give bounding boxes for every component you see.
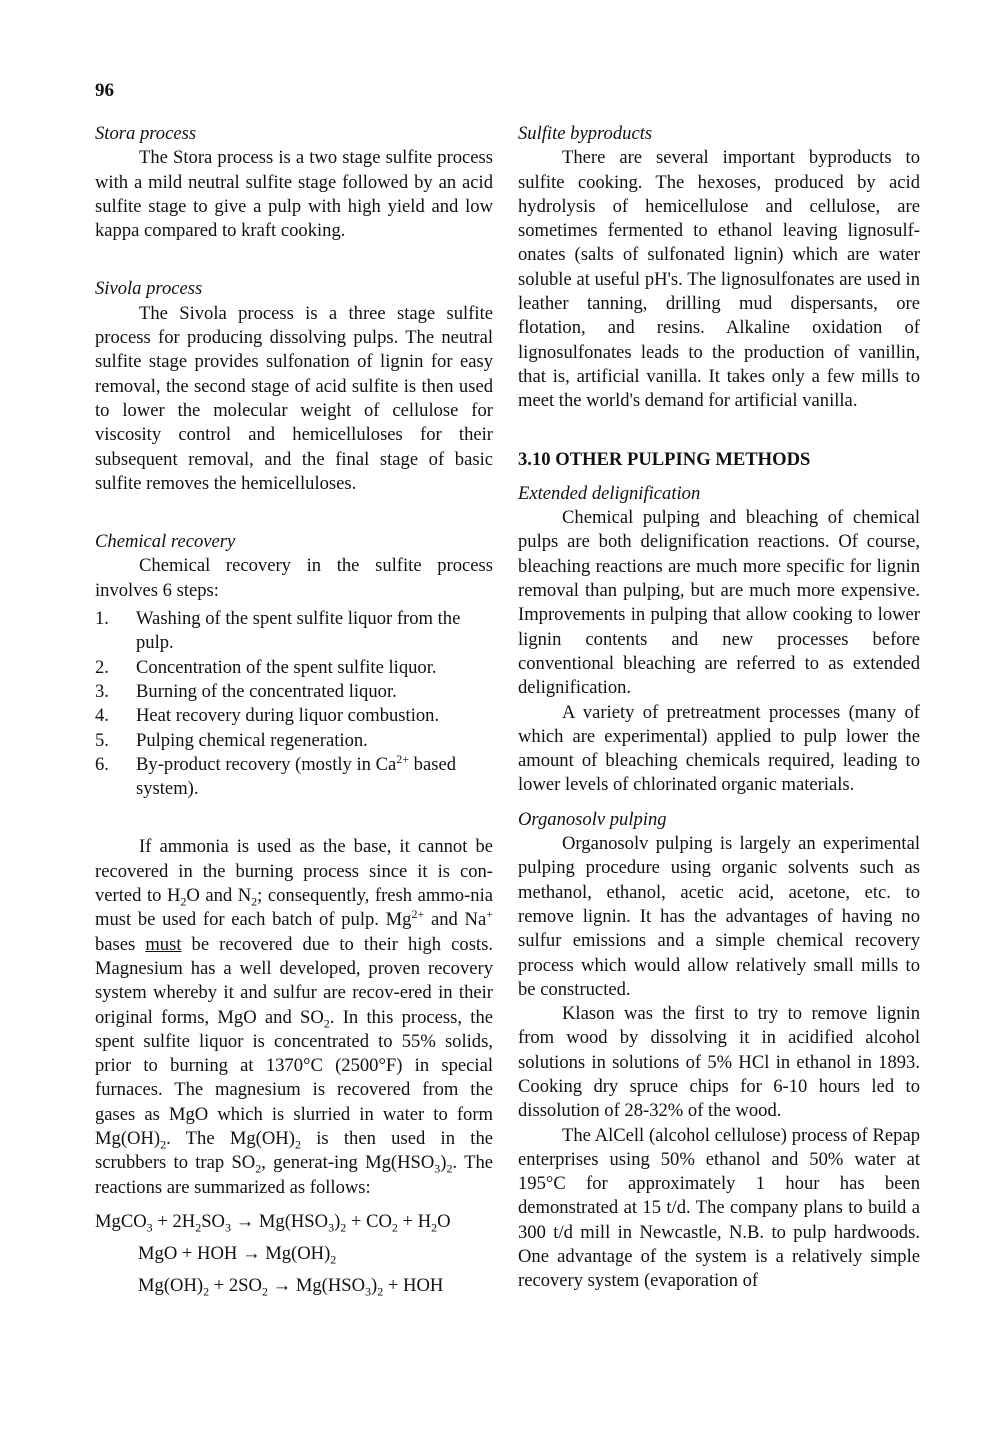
organosolv-p2: Klason was the first to try to remove lignin from wood by dissolving it in acidified alcohol solutions in solutions of 5% HCl in ethanol in 1893. Cooking dry spruce chips for 6-10 hours led to dissolution of 28-32% of the wood.	[518, 1003, 920, 1122]
extended-delignification-p2: A variety of pretreatment processes (many of which are experimental) applied to pulp lower the amount of bleaching chemicals required, leading to lower levels of chlorinated organic materials.	[518, 701, 920, 796]
page-number: 96	[95, 80, 114, 101]
equation-2: MgO + HOH → $Mg(OH)_2$	[138, 1243, 337, 1267]
chemical-recovery-intro: Chemical recovery in the sulfite process involves 6 steps:	[95, 555, 493, 601]
organosolv-p1: Organosolv pulping is largely an experimental pulping procedure using organic solvents such as methanol, ethanol, acetic acid, acetone, etc. to remove lignin. It has the advantages of having no sulfur emissions and a simple chemical recovery process which would allow relatively small mills to be constructed.	[518, 833, 920, 1000]
list-item: 4. Heat recovery during liquor combustion.	[95, 705, 440, 727]
extended-delignification-p1: Chemical pulping and bleaching of chemical pulps are both delignification reactions. Of course, bleaching reactions are much more specific for lignin removal than pulping, but are much more expensive. Improvements in pulping that allow cooking to lower lignin contents and new processes before conventional bleaching are referred to as extended delignification.	[518, 507, 920, 699]
sulfite-byproducts-text: There are several important byproducts to sulfite cooking. The hexoses, produced by acid hydrolysis of hemicellulose and cellulose, are sometimes fermented to ethanol leaving lignosulf-onates (salts of sulfonated lignin) which are water soluble at useful pH's. The lignosulfonates are used in leather tanning, drilling mud dispersants, ore flotation, and resins. Alkaline oxidation of lignosulfonates leads to the production of vanillin, that is, artificial vanilla. It takes only a few mills to meet the world's demand for artificial vanilla.	[518, 147, 920, 412]
organosolv-p3: The AlCell (alcohol cellulose) process of Repap enterprises using 50% ethanol and 50% water at 195°C for approximately 1 hour has been demonstrated at 15 t/d. The company plans to build a 300 t/d mill in Newcastle, N.B. to pulp hardwoods. One advantage of the system is a relatively simple recovery system (evaporation of	[518, 1124, 920, 1292]
equation-3: $Mg(OH)_2 + 2SO_2 \to Mg(HSO_3)_2$ + HOH	[138, 1275, 444, 1300]
sulfite-byproducts-heading: Sulfite byproducts	[518, 123, 653, 144]
list-item: 6. By-product recovery (mostly in $Ca^{2+}$ based system).	[95, 751, 457, 800]
ammonia-paragraph: If ammonia is used as the base, it cannot be recovered in the burning process since it is con-verted to $H_2O$ and $N_2$; consequently, fresh ammo-nia must be used for each batch of pulp. $Mg^{2+}$ and Na+ bases must be recovered due to their high costs. Magnesium has a well developed, proven recovery system whereby it and sulfur are recov-ered in their original forms, MgO and $SO_2$. In this process, the spent sulfite liquor is concentrated to 55% solids, prior to burning at 1370°C (2500°F) in special furnaces. The magnesium is recovered from the gases as MgO which is slurried in water to form $Mg(OH)_2$. The $Mg(OH)_2$ is then used in the scrubbers to trap $SO_2$, generat-ing $Mg(HSO_3)_2$. The reactions are summarized as follows:	[95, 836, 494, 1198]
list-item: 3. Burning of the concentrated liquor.	[95, 680, 397, 702]
sivola-heading: Sivola process	[95, 278, 203, 300]
right-column	[518, 122, 920, 1294]
stora-heading: Stora process	[95, 123, 197, 144]
stora-text: The Stora process is a two stage sulfite process with a mild neutral sulfite stage followed by an acid sulfite stage to give a pulp with high yield and low kappa compared to kraft cooking.	[95, 147, 493, 242]
extended-delignification-heading: Extended delignification	[518, 482, 701, 504]
section-heading: 3.10 OTHER PULPING METHODS	[518, 448, 811, 470]
left-column	[95, 122, 493, 1299]
recovery-steps-list	[95, 607, 493, 801]
organosolv-heading: Organosolv pulping	[518, 808, 667, 830]
list-item: 1. Washing of the spent sulfite liquor from the pulp.	[95, 608, 461, 654]
sivola-text: The Sivola process is a three stage sulfite process for producing dissolving pulps. The neutral sulfite stage provides sulfonation of lignin for easy removal, the second stage of acid sulfite is then used to lower the molecular weight of cellulose for viscosity control and hemicelluloses for their subsequent removal, and the final stage of basic sulfite removes the hemicelluloses.	[95, 302, 493, 494]
equation-1: MgCO$_3$ + $2H_2SO_3 \to Mg(HSO_3)_2 + CO_2 + H_2O$	[95, 1210, 451, 1235]
chemical-recovery-heading: Chemical recovery	[95, 531, 236, 553]
list-item: 2. Concentration of the spent sulfite liquor.	[95, 656, 437, 678]
list-item: 5. Pulping chemical regeneration.	[95, 729, 368, 751]
